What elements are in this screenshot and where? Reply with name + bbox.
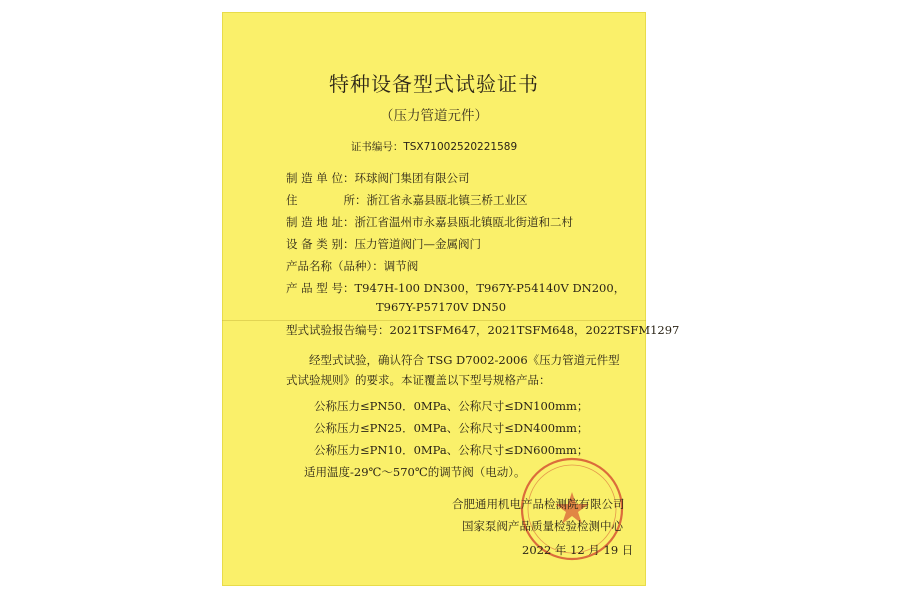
field-product-name	[286, 258, 418, 274]
spec-line: 公称压力≤PN50．0MPa、公称尺寸≤DN100mm；	[314, 399, 589, 413]
certificate-title: 特种设备型式试验证书	[329, 72, 539, 96]
field-value: T947H-100 DN300，T967Y-P54140V DN200，	[354, 281, 626, 295]
field-value: 浙江省温州市永嘉县瓯北镇瓯北街道和二村	[354, 215, 573, 229]
certificate-number-label: 证书编号：	[350, 141, 404, 153]
field-value: 压力管道阀门—金属阀门	[354, 237, 481, 251]
field-value: 浙江省永嘉县瓯北镇三桥工业区	[366, 193, 528, 207]
field-value: T967Y-P57170V DN50	[376, 300, 507, 314]
field-label: 产品名称（品种）：	[286, 259, 384, 273]
field-value: 调节阀	[383, 259, 419, 273]
field-label: 设 备 类 别：	[286, 237, 355, 251]
field-manufacturing-address	[286, 214, 573, 230]
field-label: 型式试验报告编号：	[286, 323, 390, 337]
issuer-name: 合肥通用机电产品检测院有限公司	[452, 497, 625, 511]
field-label: 制 造 单 位：	[286, 171, 355, 185]
certificate-number	[222, 139, 646, 154]
field-value: 2021TSFM647，2021TSFM648，2022TSFM1297	[389, 323, 680, 337]
issuer-center: 国家泵阀产品质量检验检测中心	[462, 519, 623, 533]
field-product-model	[286, 280, 625, 296]
issue-date: 2022 年 12 月 19 日	[522, 543, 634, 557]
field-value: 环球阀门集团有限公司	[354, 171, 470, 185]
field-product-model-cont	[376, 300, 506, 314]
fold-line	[222, 320, 646, 321]
field-manufacturer	[286, 170, 469, 186]
spec-line: 公称压力≤PN25．0MPa、公称尺寸≤DN400mm；	[314, 421, 589, 435]
field-label: 住 所：	[286, 193, 367, 207]
field-label: 产 品 型 号：	[286, 281, 355, 295]
field-equipment-category	[286, 236, 481, 252]
certificate-number-value: TSX71002520221589	[403, 141, 518, 153]
field-address	[286, 192, 528, 208]
spec-line: 公称压力≤PN10．0MPa、公称尺寸≤DN600mm；	[314, 443, 589, 457]
spec-line: 适用温度-29℃～570℃的调节阀（电动）。	[304, 465, 526, 479]
compliance-statement: 经型式试验，确认符合 TSG D7002-2006《压力管道元件型式试验规则》的要求。本证覆盖以下型号规格产品：	[286, 353, 620, 387]
field-label: 制 造 地 址：	[286, 215, 355, 229]
field-test-report-number	[286, 322, 679, 338]
certificate-subtitle: （压力管道元件）	[380, 108, 488, 124]
certificate-sheet	[222, 12, 680, 586]
